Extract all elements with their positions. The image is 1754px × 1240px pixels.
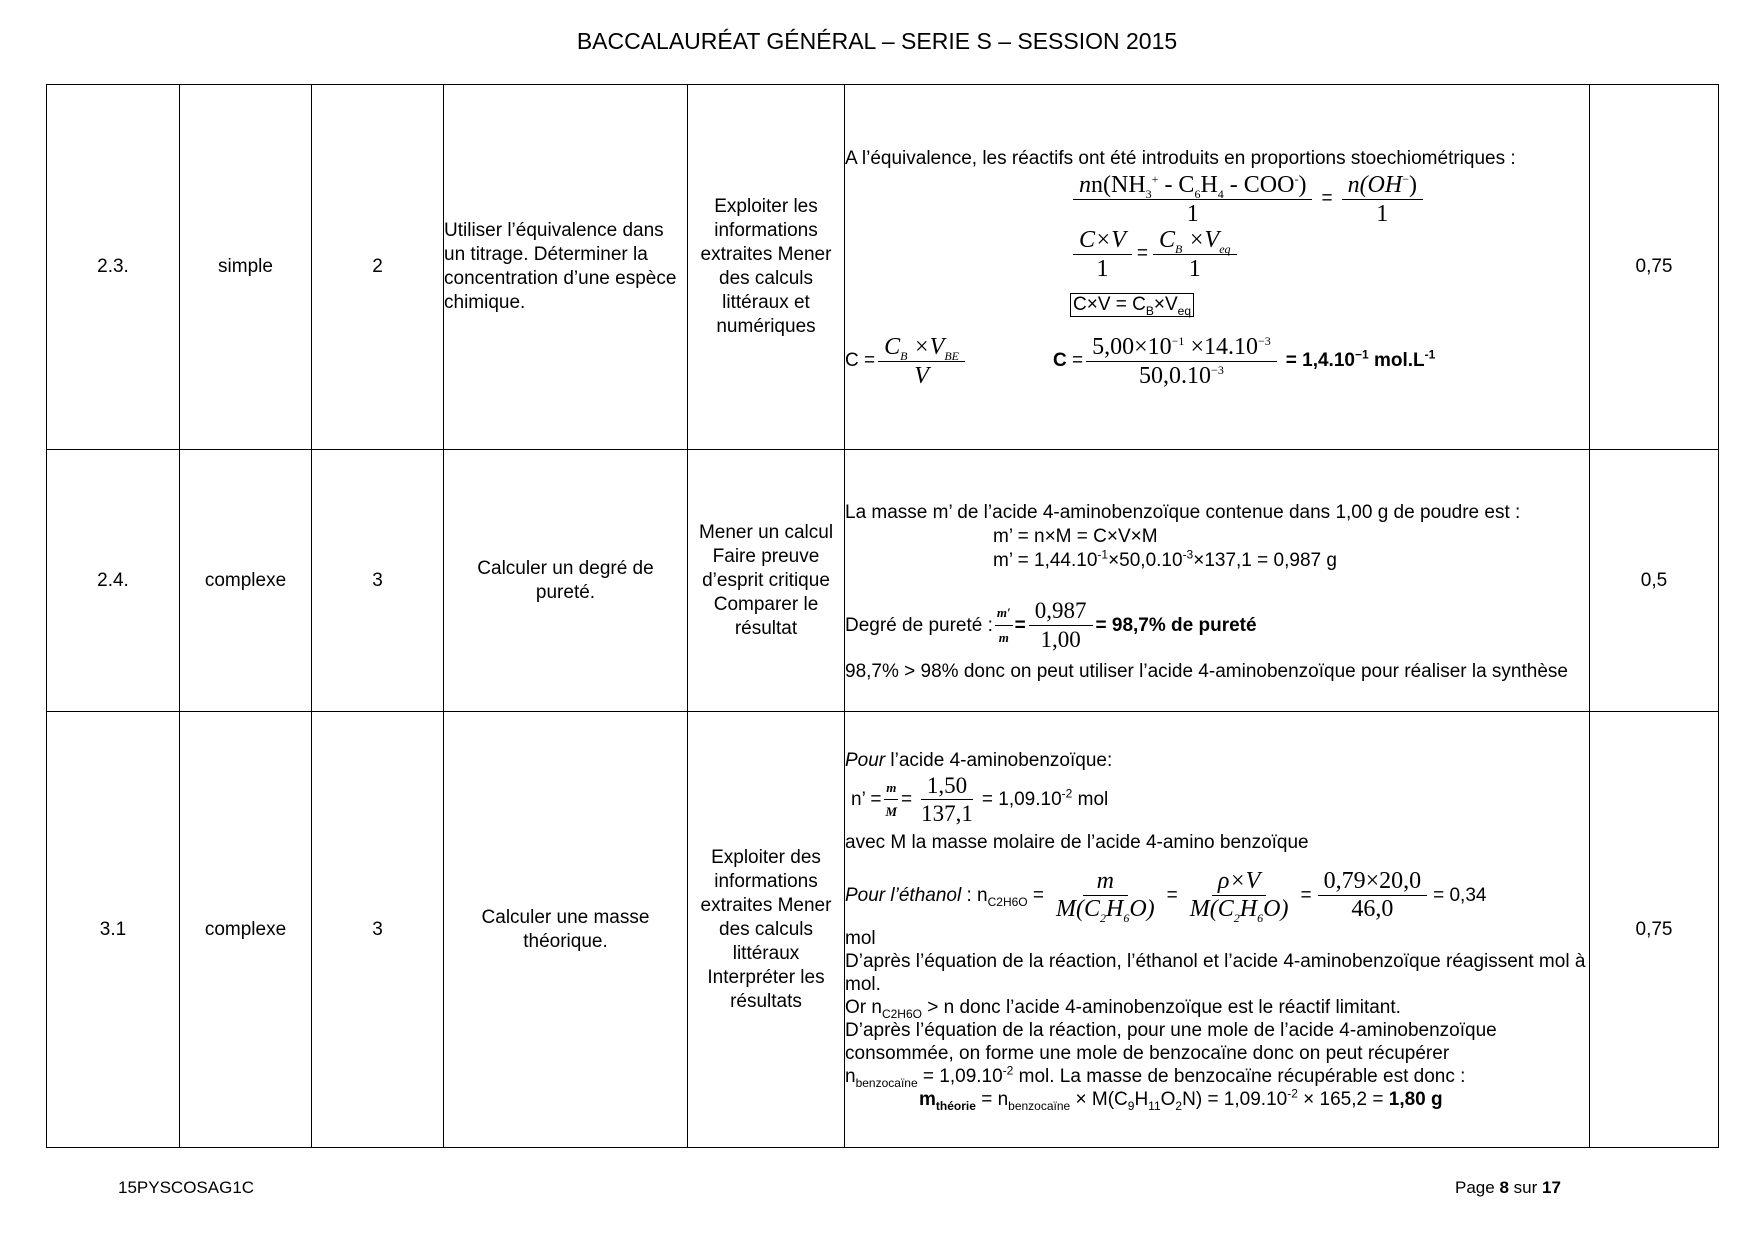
eq1-right: n(OH bbox=[1347, 171, 1403, 198]
eq1-right-den: 1 bbox=[1376, 200, 1389, 227]
eq2-right-num: C bbox=[1158, 226, 1175, 253]
skills: Mener un calcul Faire preuve d’esprit critique Comparer le résultat bbox=[688, 450, 845, 712]
final-result: 1,80 g bbox=[1388, 1088, 1443, 1110]
p2b: > n donc l’acide 4-aminobenzoïque est le réactif limitant. bbox=[921, 996, 1401, 1018]
concentration-result-line: C = $\frac{C_B \times V_{BE}}{V}$ C = $\frac{5,00\times 10^{-1} \times 14.10^{-3}}{50,0.10^{-3}}$ = $1,4.10^{-1}$ $mol.L^{-1}$ bbox=[845, 333, 1436, 389]
final-d: × 165,2 = bbox=[1303, 1088, 1384, 1110]
boxed-relation: $C\times V = C_B\times V_{eq}$ bbox=[1070, 293, 1589, 317]
page-number bbox=[1455, 1178, 1561, 1198]
eth-num3: 0,79×20,0 bbox=[1318, 870, 1428, 896]
document-code: 15PYSCOSAG1C bbox=[118, 1178, 255, 1197]
page-label: Page bbox=[1455, 1178, 1495, 1197]
equation-concentration: $\frac{C\times V}{1}$ = $\frac{C_B \times V_{eq}}{1}$ bbox=[1070, 228, 1589, 281]
purity-label: Degré de pureté : bbox=[845, 614, 993, 636]
calc2c: ×137,1 = 0,987 g bbox=[1193, 550, 1337, 571]
question-number: 2.4. bbox=[47, 450, 180, 712]
paragraph-2: Or $n_{C2H6O} > n$ donc l’acide 4-aminobenzoïque est le réactif limitant. bbox=[845, 996, 1401, 1021]
purity-line: Degré de pureté : $\frac{m'}{m}$ = $\frac{0,987}{1,00}$ = 98,7% de pureté bbox=[845, 598, 1257, 652]
p4c: mol. La masse de benzocaïne récupérable est donc : bbox=[1013, 1065, 1466, 1087]
n-result: = 1,09.10 bbox=[981, 788, 1062, 810]
final-b: × M(C bbox=[1075, 1088, 1128, 1110]
n-den: 137,1 bbox=[921, 800, 973, 826]
competence: Utiliser l’équivalence dans un titrage. Déterminer la concentration d’une espèce chimique. bbox=[444, 85, 688, 450]
eth-num2: ρ×V bbox=[1212, 870, 1266, 896]
eq2-left-den: 1 bbox=[1096, 255, 1109, 282]
paragraph-3: D’après l’équation de la réaction, pour une mole de l’acide 4-aminobenzoïque consommée, on forme une mole de benzocaïne donc on peut récupérer bbox=[845, 1019, 1497, 1064]
n-acide-line: n’ = $\frac{m}{M}$ = $\frac{1,50}{137,1}$ = $1,09.10^{-2}$ mol bbox=[851, 772, 1109, 826]
question-type: simple bbox=[180, 85, 312, 450]
skills: Exploiter les informations extraites Mener des calculs littéraux et numériques bbox=[688, 85, 845, 450]
purity-result: = 98,7% de pureté bbox=[1095, 614, 1257, 636]
points: 0,75 bbox=[1590, 85, 1719, 450]
difficulty-level: 2 bbox=[312, 85, 444, 450]
mol-text: mol bbox=[845, 927, 876, 949]
n-num: 1,50 bbox=[921, 774, 973, 800]
eq1-den: 1 bbox=[1186, 200, 1199, 227]
boxed-text: C×V = C bbox=[1073, 293, 1146, 315]
competence: Calculer un degré de pureté. bbox=[444, 450, 688, 712]
paragraph-1: D’après l’équation de la réaction, l’éthanol et l’acide 4-aminobenzoïque réagissent mol à mol. bbox=[845, 950, 1586, 995]
eq2-left-num: C×V bbox=[1073, 228, 1132, 255]
answer-detail bbox=[845, 712, 1590, 1148]
eth-num1: m bbox=[1083, 870, 1128, 896]
pour-acide-line bbox=[845, 749, 1589, 772]
table-row-3-1 bbox=[47, 712, 1719, 1148]
competence: Calculer une masse théorique. bbox=[444, 712, 688, 1148]
equation-mole-ratio: $\frac{nn(NH_3^+ - C_6H_4 - COO^-)}{1}$ = $\frac{n(OH^-)}{1}$ bbox=[1070, 173, 1589, 226]
mass-calc-2: m’ = $1,44.10^{-1}\times 50,0.10^{-3}\times 137,1 = 0,987$ g bbox=[993, 547, 1337, 571]
question-number: 3.1 bbox=[47, 712, 180, 1148]
skills: Exploiter des informations extraites Mener des calculs littéraux Interpréter les résultats bbox=[688, 712, 845, 1148]
answer-detail bbox=[845, 85, 1590, 450]
page-total: 17 bbox=[1542, 1178, 1561, 1197]
final-a: = n bbox=[981, 1088, 1009, 1110]
table-row-2-3 bbox=[47, 85, 1719, 450]
eq1-left: n(NH bbox=[1091, 171, 1146, 198]
answer-detail bbox=[845, 450, 1590, 712]
points: 0,5 bbox=[1590, 450, 1719, 712]
grading-table bbox=[46, 84, 1719, 1148]
c-bold-label: C bbox=[1053, 350, 1067, 371]
mass-calc-1: m’ = n×M = C×V×M bbox=[993, 526, 1158, 547]
calc2b: ×50,0.10 bbox=[1108, 550, 1183, 571]
n-unit: mol bbox=[1077, 788, 1109, 810]
eth-den3: 46,0 bbox=[1351, 895, 1394, 922]
avec-text: avec M la masse molaire de l’acide 4-amino benzoïque bbox=[845, 831, 1309, 853]
table-row-2-4 bbox=[47, 450, 1719, 712]
final-result-line: $m_{théorie} = n_{benzocaïne} \times M(C_9H_{11}O_2N) = 1,09.10^{-2} \times 165,2 = 1,80$ g bbox=[919, 1086, 1443, 1113]
pour-acide: Pour bbox=[845, 749, 886, 771]
pour-acide-rest: l’acide 4-aminobenzoïque: bbox=[885, 749, 1113, 771]
paragraph-4: $n_{benzocaïne} = 1,09.10^{-2}$ mol. La masse de benzocaïne récupérable est donc : bbox=[845, 1063, 1466, 1090]
eth-result: = 0,34 bbox=[1433, 884, 1487, 906]
c-label: C = bbox=[845, 350, 876, 371]
points: 0,75 bbox=[1590, 712, 1719, 1148]
p4b: = 1,09.10 bbox=[917, 1065, 1003, 1087]
question-type: complexe bbox=[180, 450, 312, 712]
n-label: n’ = bbox=[851, 788, 882, 810]
c-den: 50,0.10 bbox=[1139, 362, 1212, 389]
c-num: 5,00×10 bbox=[1092, 333, 1172, 360]
mass-text: La masse m’ de l’acide 4-aminobenzoïque contenue dans 1,00 g de poudre est : bbox=[845, 502, 1521, 523]
difficulty-level: 3 bbox=[312, 712, 444, 1148]
page-num: 8 bbox=[1499, 1178, 1509, 1197]
purity-num: 0,987 bbox=[1029, 599, 1093, 626]
calc2a: m’ = 1,44.10 bbox=[993, 550, 1098, 571]
c-unit: mol.L bbox=[1373, 350, 1425, 371]
final-c: = 1,09.10 bbox=[1207, 1088, 1288, 1110]
purity-conclusion: 98,7% > 98% donc on peut utiliser l’acide 4-aminobenzoïque pour réaliser la synthèse bbox=[845, 661, 1568, 682]
ethanol-line: Pour l’éthanol : $n_{C2H6O}$ = $\frac{m}{M(C_2H_6O)}$ = $\frac{\rho\times V}{M(C_2H_6O)}$ = $\frac{0,79\times 20,0}{46,0}$ = 0,34 bbox=[845, 867, 1487, 925]
page-sur: sur bbox=[1513, 1178, 1538, 1197]
question-number: 2.3. bbox=[47, 85, 180, 450]
difficulty-level: 3 bbox=[312, 450, 444, 712]
equivalence-text: A l’équivalence, les réactifs ont été introduits en proportions stoechiométriques : bbox=[845, 147, 1516, 169]
question-type: complexe bbox=[180, 712, 312, 1148]
pour-ethanol: Pour l’éthanol bbox=[845, 884, 962, 906]
purity-den: 1,00 bbox=[1040, 627, 1081, 652]
page-title: BACCALAURÉAT GÉNÉRAL – SERIE S – SESSION 2015 bbox=[576, 28, 1178, 54]
c-result: = 1,4.10 bbox=[1285, 350, 1355, 371]
